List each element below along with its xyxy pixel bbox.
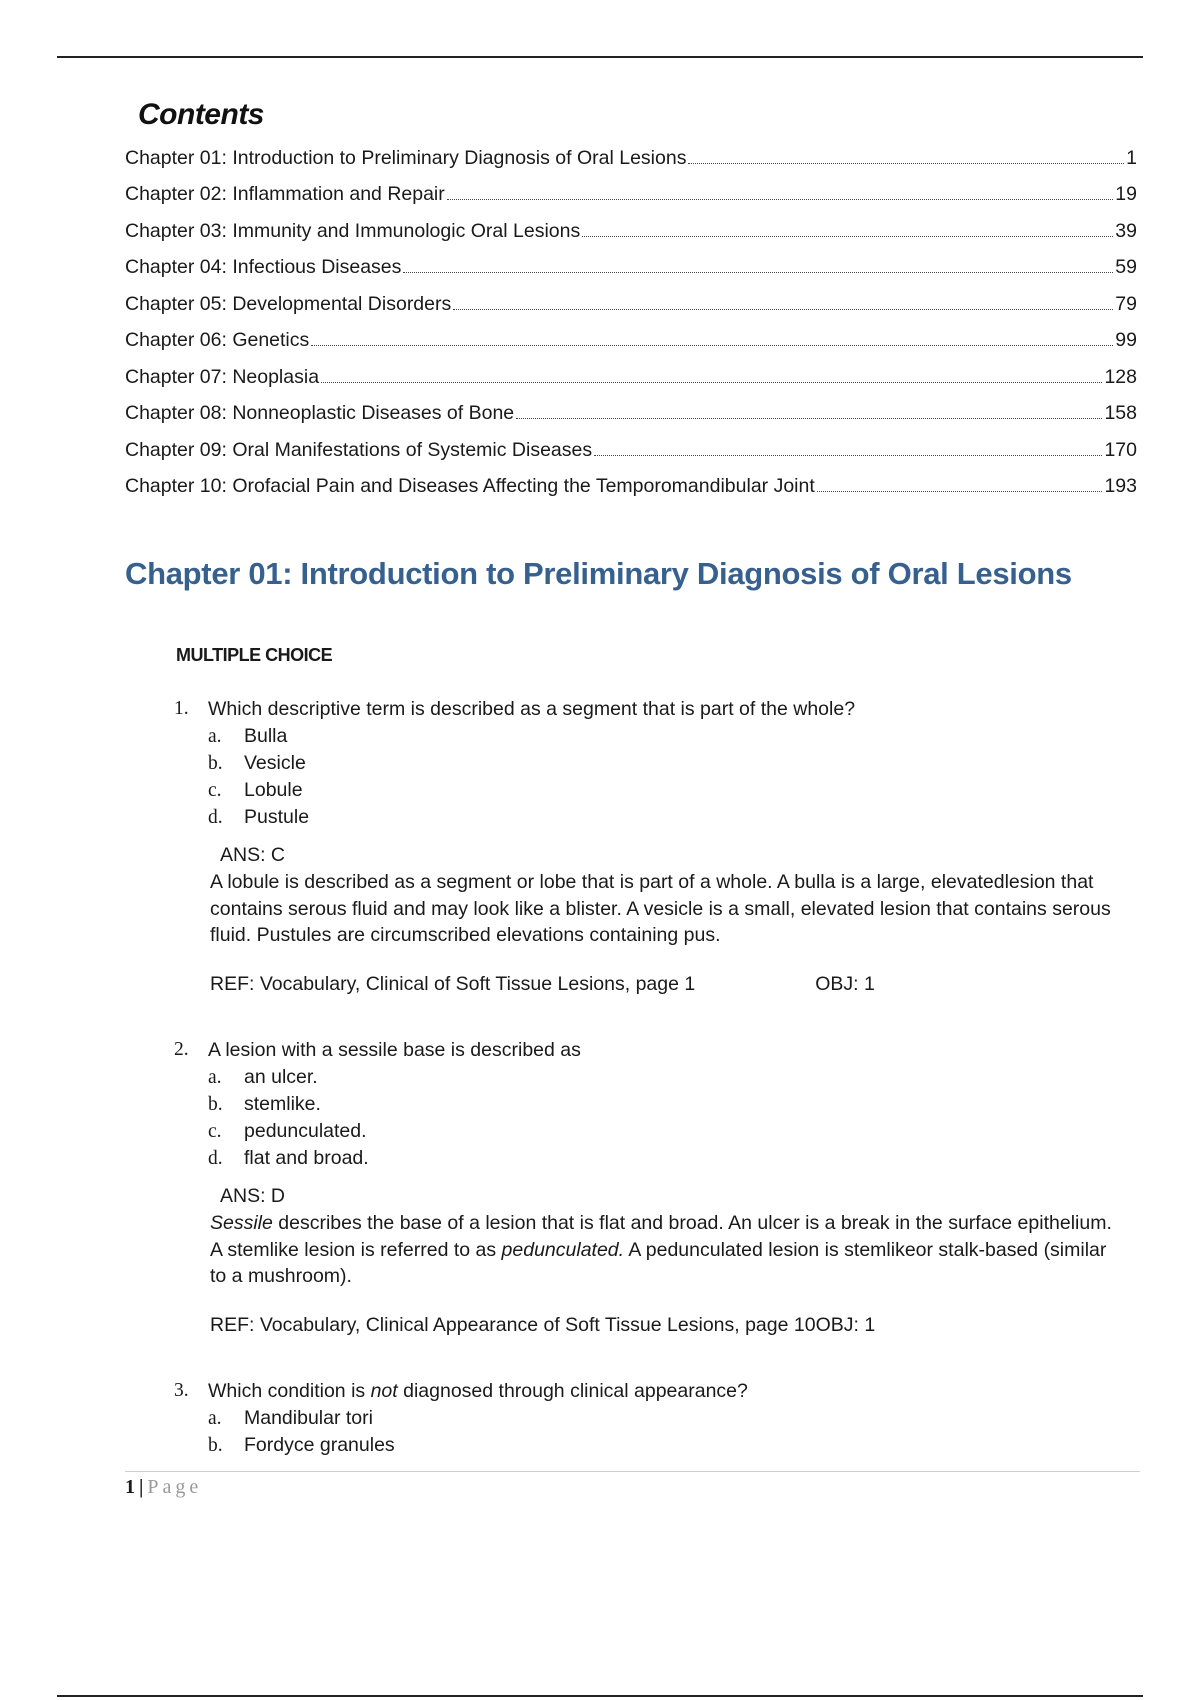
question-stem — [174, 1377, 1124, 1405]
reference-text: REF: Vocabulary, Clinical of Soft Tissue Lesions, page 1 — [210, 973, 696, 995]
toc-entry[interactable] — [125, 243, 1137, 280]
toc-entry[interactable] — [125, 316, 1137, 353]
rationale-emphasis: pedunculated. — [501, 1238, 625, 1261]
toc-entry[interactable] — [125, 133, 1137, 170]
option-letter: b. — [208, 1093, 223, 1115]
option-text: Bulla — [244, 725, 288, 747]
toc-entry[interactable] — [125, 352, 1137, 389]
table-of-contents — [125, 133, 1137, 498]
toc-entry-page: 158 — [1104, 402, 1137, 424]
question-stem — [174, 695, 1124, 723]
toc-entry-title: Chapter 06: Genetics — [125, 329, 310, 351]
toc-entry-title: Chapter 03: Immunity and Immunologic Oral Lesions — [125, 219, 581, 242]
toc-leader-dots — [311, 345, 1113, 346]
answer-option[interactable] — [174, 777, 1124, 804]
option-text: Vesicle — [244, 752, 306, 774]
toc-entry[interactable] — [125, 206, 1137, 243]
toc-leader-dots — [447, 199, 1114, 200]
toc-entry-title: Chapter 04: Infectious Diseases — [125, 256, 402, 278]
toc-leader-dots — [582, 236, 1113, 237]
answer-option[interactable] — [174, 723, 1124, 750]
question-number: 1. — [174, 698, 189, 719]
toc-entry-page: 128 — [1104, 365, 1137, 388]
question-stem — [174, 1036, 1124, 1064]
reference-line — [174, 971, 1124, 999]
toc-leader-dots — [321, 382, 1102, 383]
footer-rule — [125, 1471, 1140, 1472]
answer-option[interactable] — [174, 804, 1124, 831]
page-footer — [125, 1476, 202, 1499]
toc-entry[interactable] — [125, 279, 1137, 316]
answer-rationale — [174, 1210, 1120, 1290]
answer-option[interactable] — [174, 1118, 1124, 1145]
page-label: Page — [147, 1476, 203, 1498]
toc-entry-title: Chapter 08: Nonneoplastic Diseases of Bone — [125, 402, 515, 424]
option-text: stemlike. — [244, 1093, 321, 1115]
rationale-text: A pedunculated lesion is stemlikeor stalk-based (similar to a mushroom). — [210, 1238, 1107, 1287]
question-emphasis: not — [370, 1379, 398, 1402]
question-text: Which descriptive term is described as a segment that is part of the whole? — [208, 697, 856, 720]
toc-entry-title: Chapter 09: Oral Manifestations of Systemic Diseases — [125, 438, 593, 461]
toc-entry-title: Chapter 01: Introduction to Preliminary Diagnosis of Oral Lesions — [125, 146, 687, 169]
toc-leader-dots — [403, 272, 1113, 273]
toc-entry[interactable] — [125, 462, 1137, 499]
reference-text: REF: Vocabulary, Clinical Appearance of Soft Tissue Lesions, page 10OBJ: 1 — [210, 1314, 876, 1336]
option-letter: c. — [208, 1120, 222, 1142]
answer-option[interactable] — [174, 1405, 1124, 1432]
contents-title: Contents — [138, 98, 264, 131]
option-letter: b. — [208, 752, 223, 774]
answer-rationale: A lobule is described as a segment or lobe that is part of a whole. A bulla is a large, elevatedlesion that contains serous fluid and may look like a blister. A vesicle is a small, elevated lesion that contains serous fluid. Pustules are circumscribed elevations containing pus. — [210, 871, 1111, 946]
question-1 — [174, 695, 1124, 999]
toc-entry-page: 79 — [1115, 292, 1137, 315]
toc-leader-dots — [453, 309, 1113, 310]
toc-entry-title: Chapter 02: Inflammation and Repair — [125, 183, 445, 205]
toc-entry[interactable] — [125, 389, 1137, 426]
answer-option[interactable] — [174, 1091, 1124, 1118]
toc-entry-page: 39 — [1115, 219, 1137, 242]
toc-leader-dots — [688, 163, 1124, 164]
toc-entry-title: Chapter 07: Neoplasia — [125, 365, 320, 388]
toc-entry-page: 1 — [1126, 146, 1137, 169]
toc-entry[interactable] — [125, 170, 1137, 207]
toc-entry-title: Chapter 10: Orofacial Pain and Diseases Affecting the Temporomandibular Joint — [125, 475, 815, 497]
question-text-part: diagnosed through clinical appearance? — [397, 1379, 748, 1402]
question-number: 2. — [174, 1039, 189, 1060]
answer-option[interactable] — [174, 1432, 1124, 1459]
rationale-text: describes the base of a lesion that is flat and broad. An ulcer is a break in the surface epithelium. A stemlike lesion is referred to as — [210, 1212, 1112, 1261]
chapter-heading: Chapter 01: Introduction to Preliminary Diagnosis of Oral Lesions — [125, 556, 1072, 591]
objective-text: OBJ: 1 — [815, 973, 875, 995]
section-heading: MULTIPLE CHOICE — [176, 645, 333, 665]
option-text: Pustule — [244, 806, 310, 828]
option-text: pedunculated. — [244, 1120, 367, 1142]
page-separator: | — [139, 1476, 144, 1498]
answer-option[interactable] — [174, 1145, 1124, 1172]
option-letter: a. — [208, 1407, 222, 1429]
toc-leader-dots — [817, 491, 1103, 492]
toc-entry-page: 193 — [1104, 475, 1137, 497]
option-text: flat and broad. — [244, 1147, 369, 1169]
question-number: 3. — [174, 1380, 189, 1401]
page-number: 1 — [125, 1476, 135, 1498]
toc-entry-title: Chapter 05: Developmental Disorders — [125, 292, 452, 315]
answer-option[interactable] — [174, 750, 1124, 777]
option-text: Lobule — [244, 779, 303, 801]
question-text: A lesion with a sessile base is described as — [208, 1038, 581, 1061]
option-letter: a. — [208, 1066, 222, 1088]
toc-entry-page: 170 — [1104, 438, 1137, 461]
option-letter: d. — [208, 806, 223, 828]
toc-leader-dots — [594, 455, 1102, 456]
toc-entry[interactable] — [125, 425, 1137, 462]
option-text: an ulcer. — [244, 1066, 318, 1088]
rationale-emphasis: Sessile — [210, 1212, 273, 1234]
question-text-part: Which condition is — [208, 1379, 371, 1402]
question-2 — [174, 1036, 1124, 1340]
option-letter: b. — [208, 1434, 223, 1456]
reference-line — [174, 1312, 1124, 1340]
toc-entry-page: 59 — [1115, 256, 1137, 278]
toc-entry-page: 19 — [1115, 183, 1137, 205]
answer-key: ANS: D — [220, 1184, 286, 1207]
answer-option[interactable] — [174, 1064, 1124, 1091]
top-rule — [57, 56, 1143, 58]
question-3 — [174, 1377, 1124, 1459]
bottom-rule — [57, 1695, 1143, 1697]
question-text — [208, 1380, 748, 1403]
toc-leader-dots — [516, 418, 1102, 419]
option-letter: a. — [208, 725, 222, 747]
toc-entry-page: 99 — [1115, 329, 1137, 351]
answer-key: ANS: C — [220, 843, 286, 866]
option-letter: d. — [208, 1147, 223, 1169]
option-text: Fordyce granules — [244, 1434, 395, 1456]
option-letter: c. — [208, 779, 222, 801]
option-text: Mandibular tori — [244, 1407, 373, 1429]
